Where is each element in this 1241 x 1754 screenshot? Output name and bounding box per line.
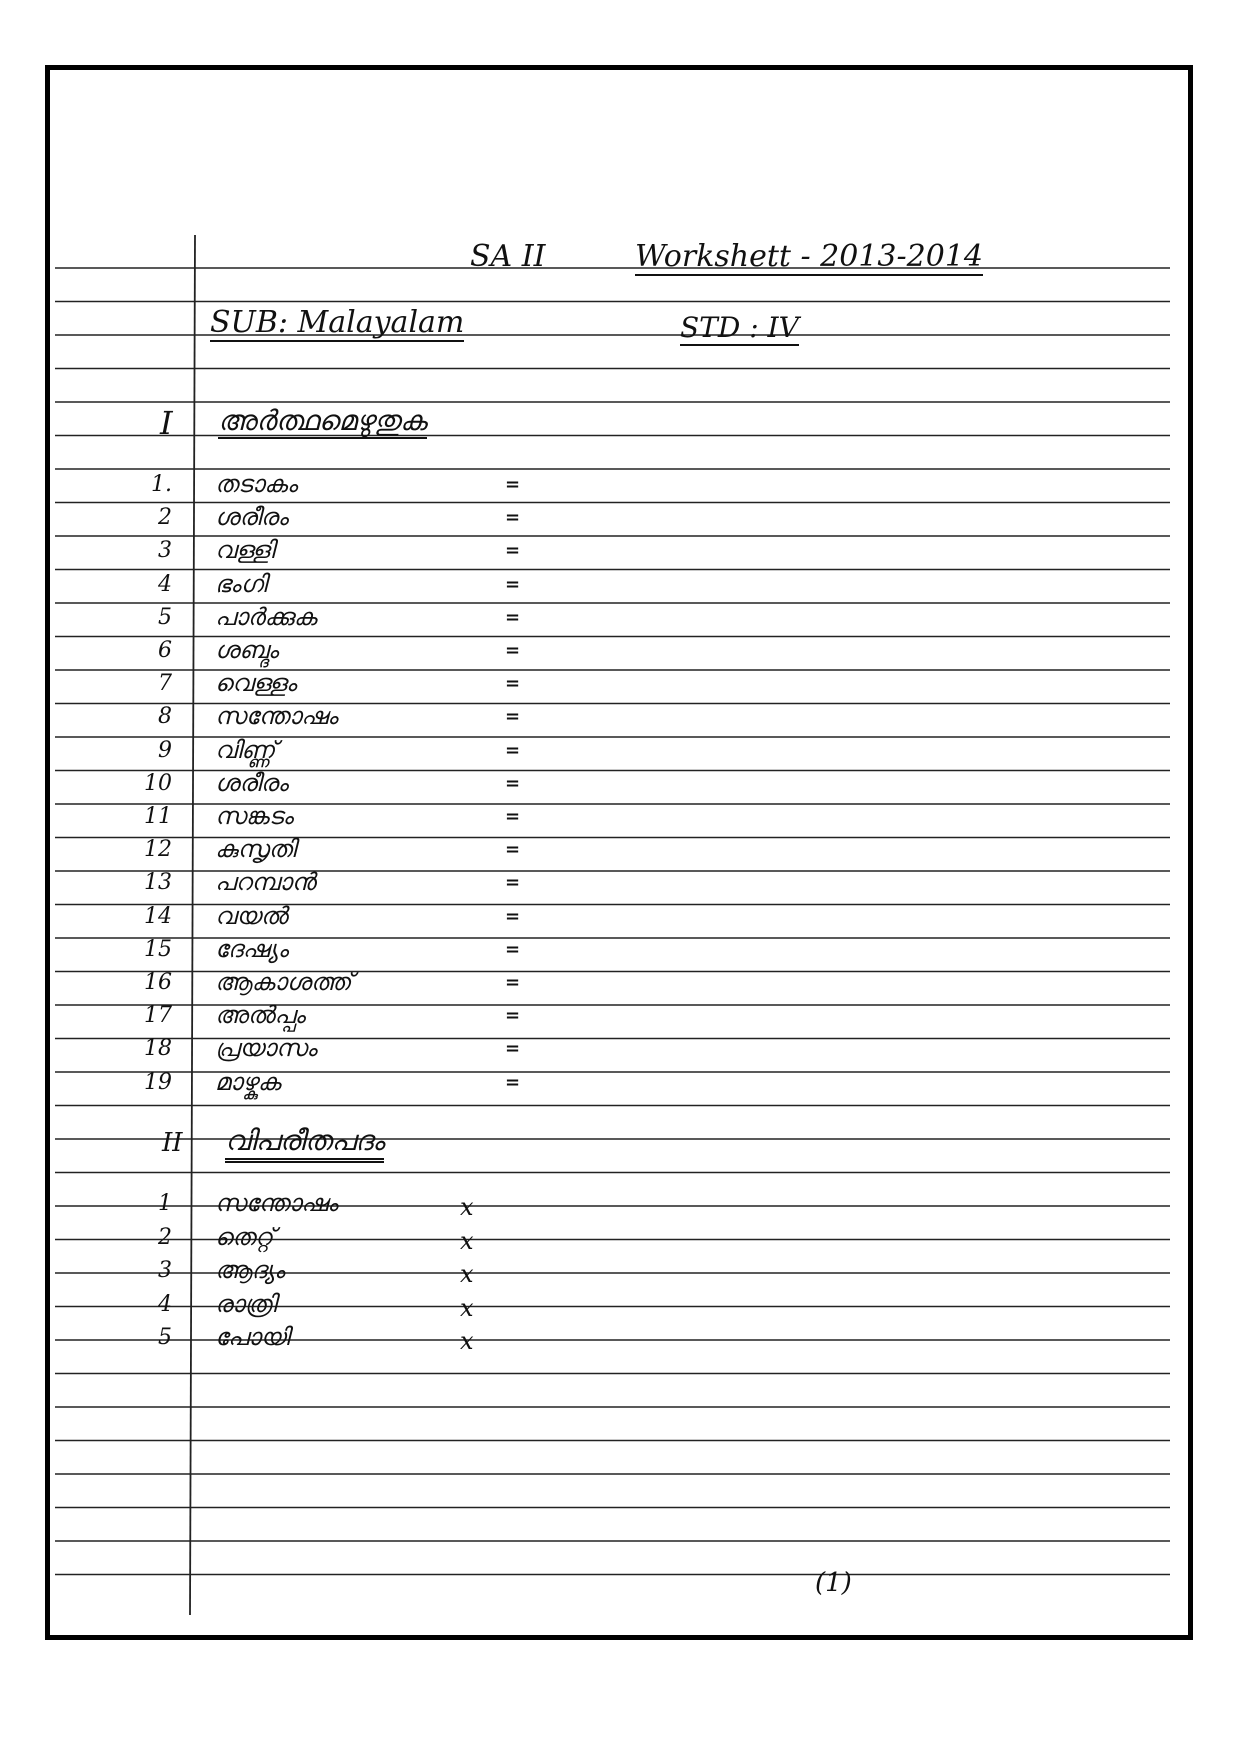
item-number: 17: [144, 1003, 172, 1029]
item-word: തെറ്റ്: [215, 1222, 274, 1251]
item-number: 7: [158, 671, 172, 697]
section1-roman: I: [160, 404, 173, 442]
item-separator: =: [505, 806, 521, 827]
item-word: ആകാശത്ത്: [215, 968, 352, 996]
item-number: 14: [144, 903, 172, 929]
item-number: 3: [158, 538, 172, 564]
item-word: തടാകം: [215, 470, 298, 498]
item-separator: =: [505, 839, 521, 861]
item-separator: =: [505, 1005, 521, 1027]
worksheet-title: Workshett - 2013-2014: [635, 239, 984, 274]
item-separator: =: [505, 507, 521, 529]
item-number: 1: [158, 1191, 172, 1216]
item-word: ഭംഗി: [215, 569, 267, 598]
item-word: പാർക്കുക: [215, 602, 317, 631]
item-word: വയൽ: [215, 901, 288, 930]
item-number: 13: [144, 870, 172, 896]
item-word: പ്രയാസം: [215, 1034, 317, 1063]
item-separator: =: [505, 739, 521, 761]
item-separator: =: [505, 772, 521, 794]
item-separator: =: [505, 640, 521, 661]
item-word: മാഴ്കുക: [215, 1067, 281, 1096]
section1-heading: അർത്ഥമെഴുതുക: [218, 404, 427, 437]
item-separator: =: [505, 938, 521, 960]
item-number: 1.: [151, 472, 172, 497]
item-separator: =: [505, 872, 521, 894]
item-separator: =: [505, 673, 521, 695]
item-number: 16: [144, 970, 172, 995]
section2-heading: വിപരീതപദം: [225, 1127, 384, 1163]
item-word: ദേഷ്യം: [215, 934, 289, 963]
item-separator: =: [505, 540, 521, 562]
item-number: 19: [144, 1069, 172, 1095]
item-word: പോയി: [215, 1323, 290, 1351]
item-word: കുസൃതി: [215, 835, 296, 864]
item-number: 9: [158, 737, 172, 763]
item-separator: x: [460, 1226, 474, 1255]
item-word: വെള്ളം: [215, 669, 297, 698]
item-separator: =: [505, 474, 521, 495]
item-number: 5: [158, 1325, 172, 1350]
item-number: 18: [144, 1036, 172, 1062]
item-separator: =: [505, 706, 521, 728]
item-number: 15: [144, 936, 172, 962]
margin-line: [190, 235, 195, 1615]
item-number: 4: [158, 1291, 172, 1317]
item-separator: x: [460, 1260, 474, 1288]
item-number: 5: [158, 604, 172, 630]
item-word: ശരീരം: [215, 768, 288, 797]
item-number: 10: [144, 770, 172, 796]
standard-label: STD : IV: [680, 311, 799, 344]
item-word: സന്തോഷം: [215, 1189, 338, 1217]
item-separator: =: [505, 1071, 521, 1093]
exam-label: SA II: [470, 239, 546, 274]
item-word: സങ്കടം: [215, 802, 293, 830]
item-number: 6: [158, 638, 172, 663]
item-word: പറമ്പാൻ: [215, 868, 316, 897]
item-number: 2: [158, 505, 172, 531]
item-word: ശബ്ദം: [215, 636, 279, 664]
item-word: ആദ്യം: [215, 1256, 285, 1284]
item-separator: =: [505, 573, 521, 595]
item-separator: x: [460, 1327, 474, 1355]
item-word: ശരീരം: [215, 503, 288, 532]
item-separator: =: [505, 1038, 521, 1060]
item-number: 12: [144, 837, 172, 863]
item-word: സന്തോഷം: [215, 702, 338, 731]
item-number: 11: [144, 804, 172, 829]
item-word: വിണ്ണ്: [215, 735, 276, 764]
subject-label: SUB: Malayalam: [210, 305, 465, 340]
item-separator: =: [505, 972, 521, 993]
item-separator: =: [505, 606, 521, 628]
item-word: രാത്രി: [215, 1289, 277, 1318]
item-number: 8: [158, 704, 172, 730]
item-word: വള്ളി: [215, 536, 275, 565]
section2-roman: II: [162, 1128, 183, 1158]
worksheet-page: [45, 65, 1193, 1640]
page-number: (1): [815, 1568, 852, 1598]
item-number: 2: [158, 1224, 172, 1250]
item-number: 3: [158, 1258, 172, 1283]
item-separator: x: [460, 1293, 474, 1322]
item-word: അൽപ്പം: [215, 1001, 305, 1030]
item-separator: x: [460, 1193, 474, 1221]
item-number: 4: [158, 571, 172, 597]
item-separator: =: [505, 905, 521, 927]
